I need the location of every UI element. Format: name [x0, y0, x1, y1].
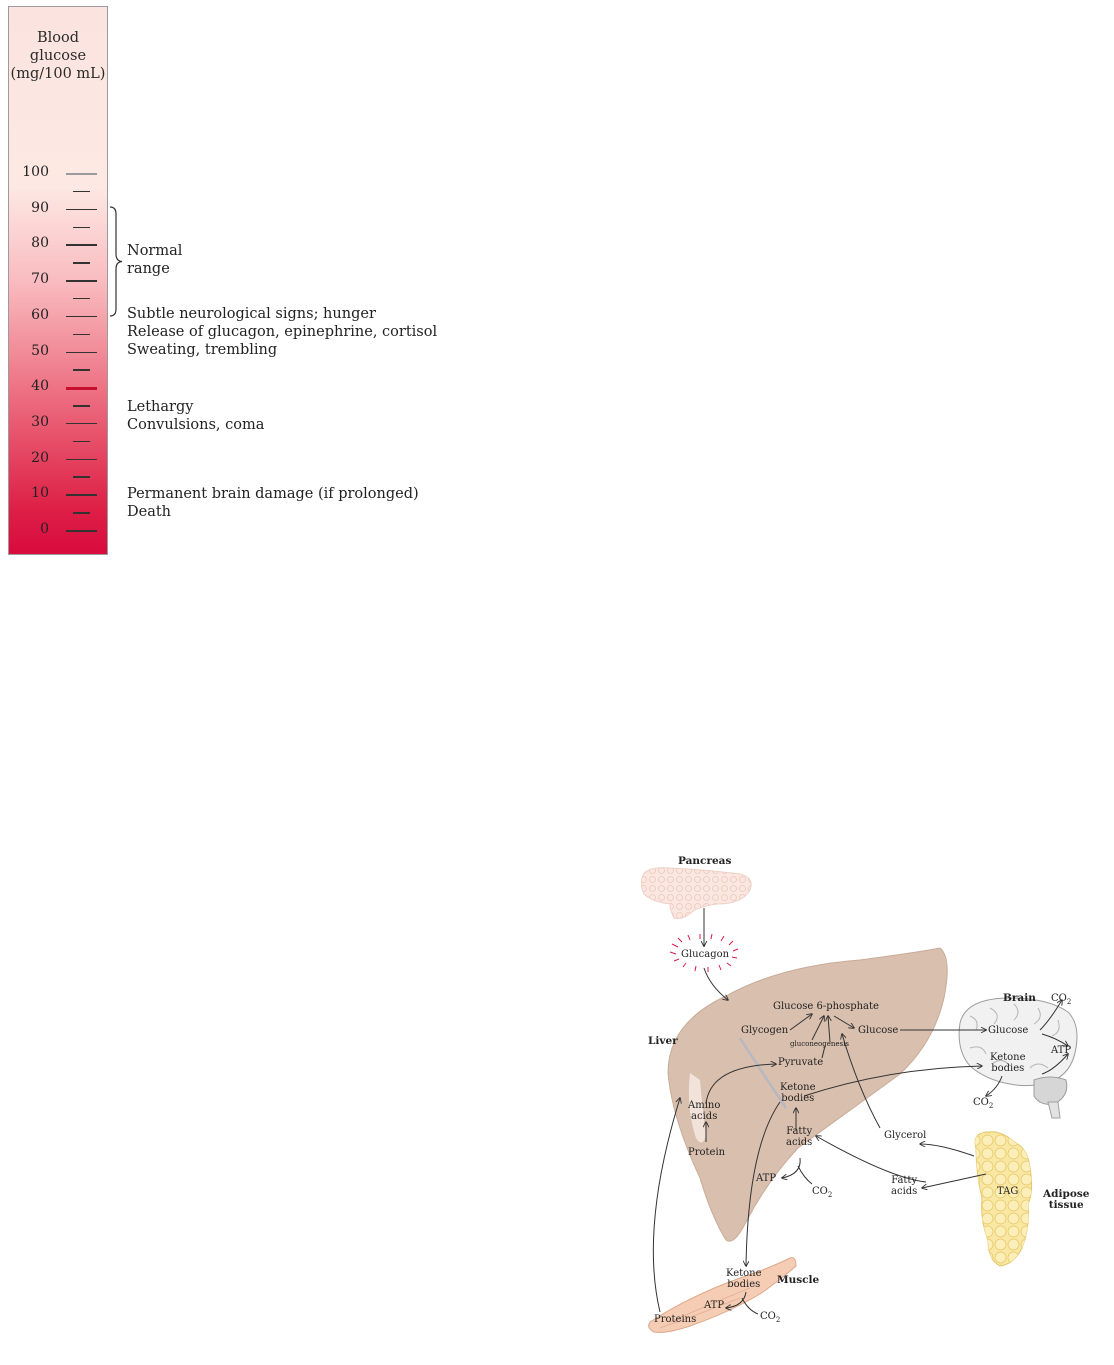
- label-fatty-acids-adipose: Fatty acids: [891, 1175, 918, 1197]
- label-glycerol: Glycerol: [884, 1130, 927, 1141]
- minor-tick: [73, 191, 90, 193]
- minor-tick: [73, 405, 90, 407]
- minor-tick: [73, 334, 90, 336]
- tick-label-40: 40: [31, 378, 49, 395]
- label-co2-liver: $CO_2$: [812, 1186, 833, 1199]
- label-liver: Liver: [648, 1035, 678, 1047]
- fasting-metabolism-diagram: [630, 848, 1114, 1353]
- scale-title-line-3: (mg/100 mL): [10, 66, 106, 82]
- label-pancreas: Pancreas: [678, 855, 732, 867]
- label-protein: Protein: [688, 1147, 726, 1158]
- label-brain: Brain: [1003, 992, 1036, 1004]
- major-tick-80: [66, 244, 97, 246]
- tick-label-20: 20: [31, 449, 49, 466]
- label-muscle: Muscle: [777, 1274, 820, 1286]
- annotation-death: Death: [127, 504, 172, 520]
- tick-label-90: 90: [31, 199, 49, 216]
- minor-tick: [73, 227, 90, 229]
- major-tick-100: [66, 173, 97, 175]
- label-fatty-acids-liver: Fatty acids: [786, 1126, 813, 1148]
- label-gluconeogenesis: gluconeogenesis: [790, 1040, 849, 1048]
- major-tick-20: [66, 459, 97, 461]
- label-co2-brain-bottom: $CO_2$: [973, 1097, 994, 1110]
- annotation-hunger: Subtle neurological signs; hunger: [127, 306, 376, 322]
- minor-tick: [73, 369, 90, 371]
- label-atp-liver: ATP: [756, 1173, 777, 1184]
- tick-label-30: 30: [31, 413, 49, 430]
- minor-tick: [73, 476, 90, 478]
- tick-label-80: 80: [31, 235, 49, 252]
- tick-label-0: 0: [40, 521, 49, 537]
- label-co2-brain-top: $CO_2$: [1051, 993, 1072, 1006]
- pancreas-organ: [641, 868, 751, 919]
- major-tick-0: [66, 530, 97, 532]
- scale-title-line-2: glucose: [29, 48, 87, 64]
- label-atp-brain: ATP: [1051, 1045, 1072, 1056]
- minor-tick: [73, 262, 90, 264]
- label-ketone-bodies-liver: Ketone bodies: [780, 1082, 816, 1104]
- scale-title-line-1: Blood: [36, 30, 80, 46]
- label-atp-muscle: ATP: [704, 1300, 725, 1311]
- label-proteins-muscle: Proteins: [654, 1314, 697, 1325]
- major-tick-70: [66, 280, 97, 282]
- minor-tick: [73, 441, 90, 443]
- label-ketone-bodies-brain: Ketone bodies: [990, 1052, 1026, 1074]
- tick-label-70: 70: [31, 271, 49, 288]
- minor-tick: [73, 298, 90, 300]
- tick-label-10: 10: [31, 485, 49, 502]
- major-tick-30: [66, 423, 97, 425]
- major-tick-50: [66, 352, 97, 354]
- minor-tick: [73, 512, 90, 514]
- adipose-organ: [975, 1132, 1031, 1266]
- label-co2-muscle: $CO_2$: [760, 1311, 781, 1324]
- label-glucose-6-phosphate: Glucose 6-phosphate: [773, 1001, 879, 1012]
- tick-label-50: 50: [31, 342, 49, 359]
- annotation-hormone-release: Release of glucagon, epinephrine, cortisol: [127, 324, 438, 340]
- label-glucose-liver: Glucose: [858, 1025, 899, 1036]
- label-glucose-brain: Glucose: [988, 1025, 1029, 1036]
- normal-range-brace: [108, 206, 124, 317]
- label-glucagon: Glucagon: [681, 949, 730, 960]
- tick-label-60: 60: [31, 306, 49, 323]
- label-glycogen: Glycogen: [741, 1025, 789, 1036]
- major-tick-90: [66, 209, 97, 211]
- label-pyruvate: Pyruvate: [778, 1057, 824, 1068]
- annotation-lethargy: Lethargy: [127, 399, 194, 415]
- major-tick-10: [66, 494, 97, 496]
- label-amino-acids: Amino acids: [688, 1100, 721, 1122]
- label-ketone-bodies-muscle: Ketone bodies: [726, 1268, 762, 1290]
- major-tick-40: [66, 387, 97, 390]
- blood-glucose-scale: [8, 6, 108, 555]
- annotation-normal: Normal: [127, 243, 183, 259]
- tick-label-100: 100: [22, 164, 49, 180]
- major-tick-60: [66, 316, 97, 318]
- label-tag: TAG: [997, 1186, 1019, 1197]
- annotation-sweating: Sweating, trembling: [127, 342, 278, 358]
- label-adipose-tissue: Adipose tissue: [1043, 1188, 1090, 1211]
- annotation-brain-damage: Permanent brain damage (if prolonged): [127, 486, 419, 502]
- annotation-range: range: [127, 261, 170, 277]
- annotation-convulsions: Convulsions, coma: [127, 417, 265, 433]
